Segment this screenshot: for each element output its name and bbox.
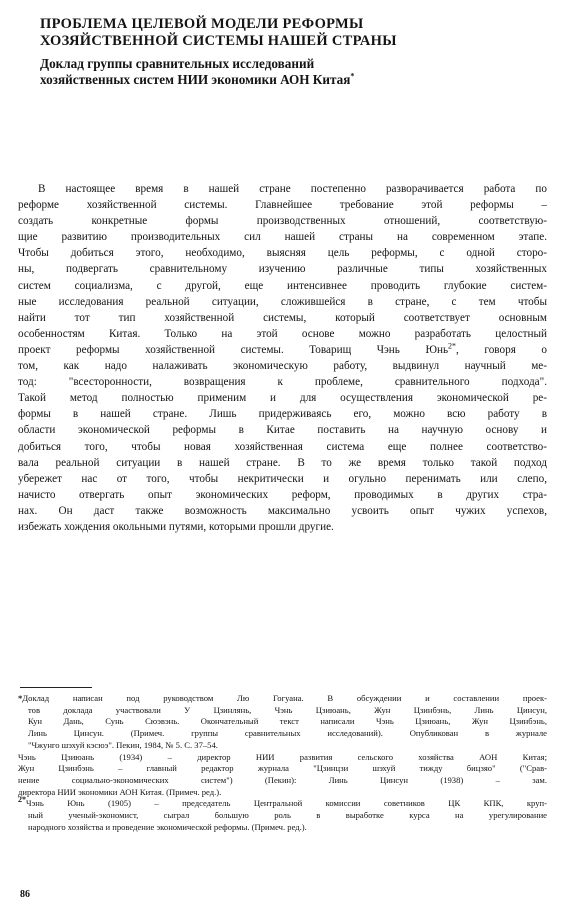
footnote-line: тов доклада участвовали У Цзинлянь, Чэнь Цзиюань, Жун Цзинбэнь, Линь Цинсун, (28, 704, 547, 715)
paragraph-line: Такой метод полностью применим и для осуществления экономической ре- (18, 392, 547, 405)
subtitle-line (40, 72, 540, 88)
paragraph-line: ны, подвергать сравнительному изучению различные типы хозяйственных (18, 263, 547, 276)
body-paragraph (18, 181, 547, 535)
subtitle-line: Доклад группы сравнительных исследований (40, 56, 315, 71)
paragraph-line (18, 342, 547, 358)
footnote-line (18, 795, 547, 810)
paragraph-line: убережет нас от того, чтобы некритически и огульно перенимать или слепо, (18, 472, 547, 485)
paragraph-line: создать конкретные формы производственных отношений, соответствую- (18, 215, 547, 228)
paragraph-line: ные исследования реальной ситуации, сложившейся в стране, с тем чтобы (18, 295, 547, 308)
subtitle-line-text: хозяйственных систем НИИ экономики АОН Китая (40, 72, 351, 87)
paragraph-line: избежать хождения окольными путями, которыми прошли другие. (18, 520, 334, 533)
footnote-marker: * (18, 693, 23, 703)
title-line: ПРОБЛЕМА ЦЕЛЕВОЙ МОДЕЛИ РЕФОРМЫ (40, 16, 364, 32)
footnote-line: народного хозяйства и проведение экономической реформы. (Примеч. ред.). (28, 821, 307, 832)
paragraph-line: тод: "всесторонности, возвращения к проблеме, сравнительного подхода". (18, 376, 547, 389)
footnote-line: директора НИИ экономики АОН Китая. (Примеч. ред.). (18, 786, 222, 797)
article-subtitle (40, 56, 540, 88)
footnote-line (18, 693, 547, 705)
footnote-line: Жун Цзинбэнь – главный редактор журнала "Цзинцзи шэхуй тижду бицзяо" ("Срав- (18, 763, 547, 774)
paragraph-line: особенностям Китая. Только на этой основе можно разработать целостный (18, 327, 547, 340)
paragraph-line-tail: , говоря о (456, 343, 547, 356)
paragraph-line: начисто отвергать опыт экономических реформ, проводимых в других стра- (18, 488, 547, 501)
footnote-line: Кун Дань, Сунь Сюэвэнь. Окончательный текст написали Чэнь Цзиюань, Жун Цзинбэнь, (28, 716, 547, 727)
footnote-line-text: Доклад написан под руководством Лю Гогуана. В обсуждении и составлении проек- (22, 693, 547, 703)
footnote-reference: 2* (448, 341, 457, 351)
page-number: 86 (20, 889, 30, 900)
footnote-line: Чэнь Цзиюань (1934) – директор НИИ развития сельского хозяйства АОН Китая; (18, 751, 547, 762)
footnote-separator (20, 687, 92, 688)
footnote-line: "Чжунго шэхуй кэсюэ". Пекин, 1984, № 5. С. 37–54. (28, 739, 218, 750)
footnote-marker: 2* (18, 795, 26, 805)
paragraph-line: том, как надо налаживать экономическую работу, выдвинул научный ме- (18, 360, 547, 373)
title-line: ХОЗЯЙСТВЕННОЙ СИСТЕМЫ НАШЕЙ СТРАНЫ (40, 33, 397, 49)
paragraph-line-text: проект реформы хозяйственной системы. Товарищ Чэнь Юнь (18, 343, 449, 356)
footnote-line: нение социально-экономических систем") (Пекин): Линь Цинсун (1938) – зам. (18, 774, 547, 785)
paragraph-line: щие развитию производительных сил нашей страны на современном этапе. (18, 231, 547, 244)
footnote-line-text: Чэнь Юнь (1905) – председатель Центральной комиссии советников ЦК КПК, круп- (26, 798, 547, 809)
paragraph-line: реформе хозяйственной системы. Главнейшее требование этой реформы – (18, 199, 547, 212)
paragraph-line: В настоящее время в нашей стране постепенно разворачивается работа по (38, 183, 547, 195)
paragraph-line: найти тот тип хозяйственной системы, который соответствует основным (18, 311, 547, 324)
paragraph-line: Чтобы добиться этого, необходимо, выясняя цель реформы, с одной сторо- (18, 247, 547, 260)
paragraph-line: вала реальной ситуации в нашей стране. В то же время только такой подход (18, 456, 547, 469)
paragraph-line: систем социализма, с другой, еще интенсивнее проводить глубокие систем- (18, 279, 547, 292)
paragraph-line: нах. Он даст также возможность максимально усвоить опыт чужих успехов, (18, 504, 547, 517)
footnote-line: ный ученый-экономист, сыграл большую роль в выработке курса на урегулирование (28, 810, 547, 821)
footnotes (18, 693, 547, 833)
article-title (40, 16, 540, 50)
paragraph-line: формы в нашей стране. Лишь придерживаясь его, можно всю работу в (18, 408, 547, 421)
footnote-line: Линь Цинсун. (Примеч. группы сравнительных исследований). Опубликован в журнале (28, 728, 547, 739)
paragraph-line: области экономической реформы в Китае поставить на научную основу и (18, 424, 547, 437)
footnote-reference: * (350, 71, 355, 81)
paragraph-line: добиться того, чтобы новая хозяйственная система еще полнее соответство- (18, 440, 547, 453)
